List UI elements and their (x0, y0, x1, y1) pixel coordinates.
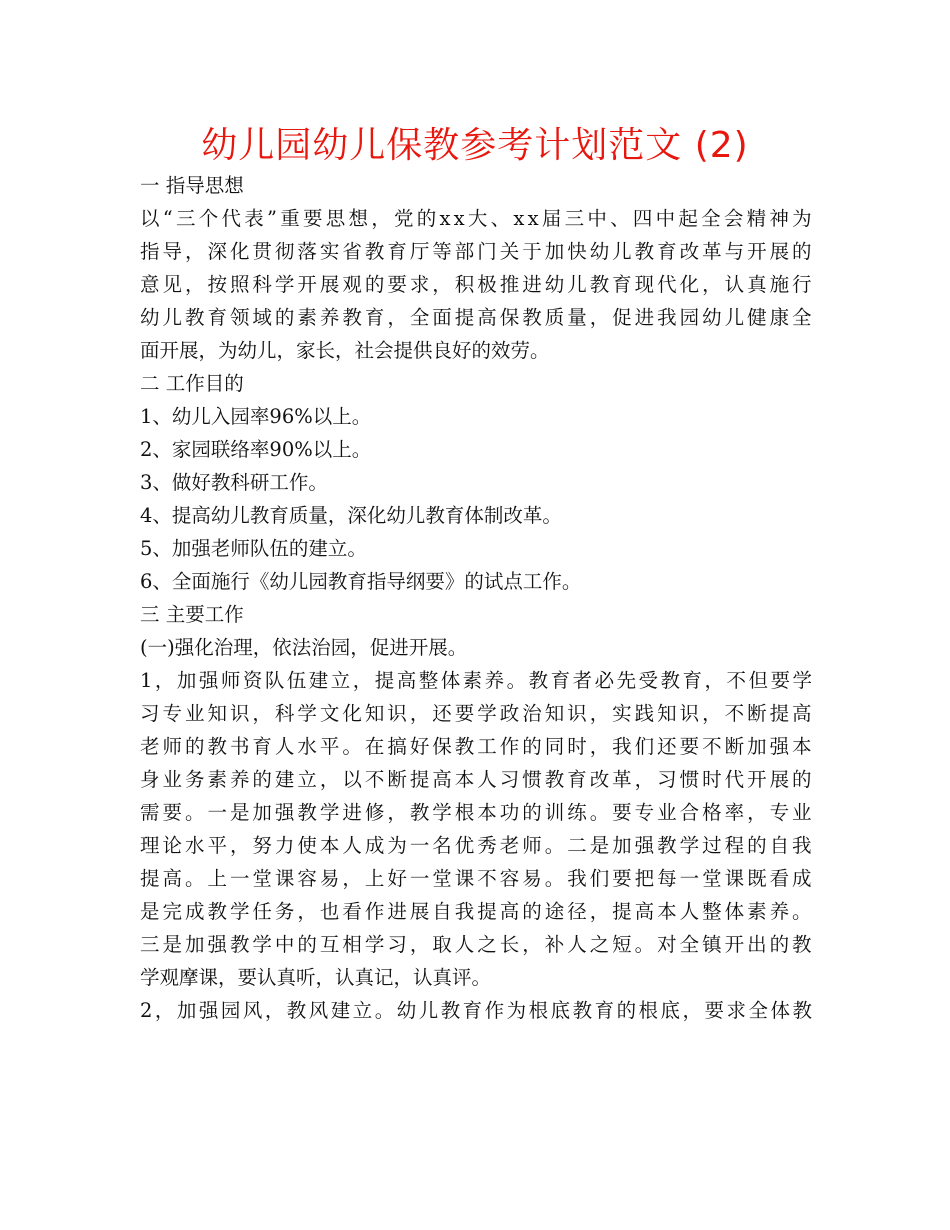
text-line: 三 主要工作 (140, 603, 244, 626)
text-line: 三 是 加 强 教 学 中 的 互 相 学 习 ， 取 人 之 长 ， 补 人 之 短 。 对 全 镇 开 出 的 教 (140, 933, 812, 956)
text-line: 2 ， 加 强 园 风 ， 教 风 建 立 。 幼 儿 教 育 作 为 根 底 教 育 的 根 底 ， 要 求 全 体 教 (140, 999, 812, 1022)
text-line: 面开展，为幼儿，家长，社会提供良好的效劳。 (140, 339, 550, 362)
text-line: 二 工作目的 (140, 372, 244, 395)
text-line: 理 论 水 平 ， 努 力 使 本 人 成 为 一 名 优 秀 老 师 。 二 是 加 强 教 学 过 程 的 自 我 (140, 834, 812, 857)
text-line: 以 “ 三 个 代 表 ” 重 要 思 想 ， 党 的 x x 大 、 x x 届 三 中 、 四 中 起 全 会 精 神 为 (140, 207, 812, 230)
text-line: 6、全面施行《幼儿园教育指导纲要》的试点工作。 (140, 570, 582, 593)
text-line: 5、加强老师队伍的建立。 (140, 537, 367, 560)
text-line: (一)强化治理，依法治园，促进开展。 (140, 636, 468, 659)
text-line: 幼 儿 教 育 领 域 的 素 养 教 育 ， 全 面 提 高 保 教 质 量 ， 促 进 我 园 幼 儿 健 康 全 (140, 306, 812, 329)
text-line: 1、幼儿入园率96%以上。 (140, 405, 372, 428)
text-line: 需 要 。 一 是 加 强 教 学 进 修 ， 教 学 根 本 功 的 训 练 。 要 专 业 合 格 率 ， 专 业 (140, 801, 812, 824)
text-line: 身 业 务 素 养 的 建 立 ， 以 不 断 提 高 本 人 习 惯 教 育 改 革 ， 习 惯 时 代 开 展 的 (140, 768, 812, 791)
text-line: 1 ， 加 强 师 资 队 伍 建 立 ， 提 高 整 体 素 养 。 教 育 者 必 先 受 教 育 ， 不 但 要 学 (140, 669, 812, 692)
text-line: 提 高 。 上 一 堂 课 容 易 ， 上 好 一 堂 课 不 容 易 。 我 们 要 把 每 一 堂 课 既 看 成 (140, 867, 812, 890)
text-line: 是 完 成 教 学 任 务 ， 也 看 作 进 展 自 我 提 高 的 途 径 ， 提 高 本 人 整 体 素 养 。 (140, 900, 812, 923)
document-title: 幼儿园幼儿保教参考计划范文 (2) (201, 125, 749, 166)
text-line: 学观摩课，要认真听，认真记，认真评。 (140, 966, 492, 989)
document-body (140, 169, 812, 1027)
text-line: 一 指导思想 (140, 174, 244, 197)
text-line: 指 导 ， 深 化 贯 彻 落 实 省 教 育 厅 等 部 门 关 于 加 快 幼 儿 教 育 改 革 与 开 展 的 (140, 240, 812, 263)
text-line: 习 专 业 知 识 ， 科 学 文 化 知 识 ， 还 要 学 政 治 知 识 ， 实 践 知 识 ， 不 断 提 高 (140, 702, 812, 725)
text-line: 2、家园联络率90%以上。 (140, 438, 372, 461)
text-line: 3、做好教科研工作。 (140, 471, 328, 494)
text-line: 老 师 的 教 书 育 人 水 平 。 在 搞 好 保 教 工 作 的 同 时 ， 我 们 还 要 不 断 加 强 本 (140, 735, 812, 758)
text-line: 4、提高幼儿教育质量，深化幼儿教育体制改革。 (140, 504, 562, 527)
text-line: 意 见 ， 按 照 科 学 开 展 观 的 要 求 ， 积 极 推 进 幼 儿 教 育 现 代 化 ， 认 真 施 行 (140, 273, 812, 296)
